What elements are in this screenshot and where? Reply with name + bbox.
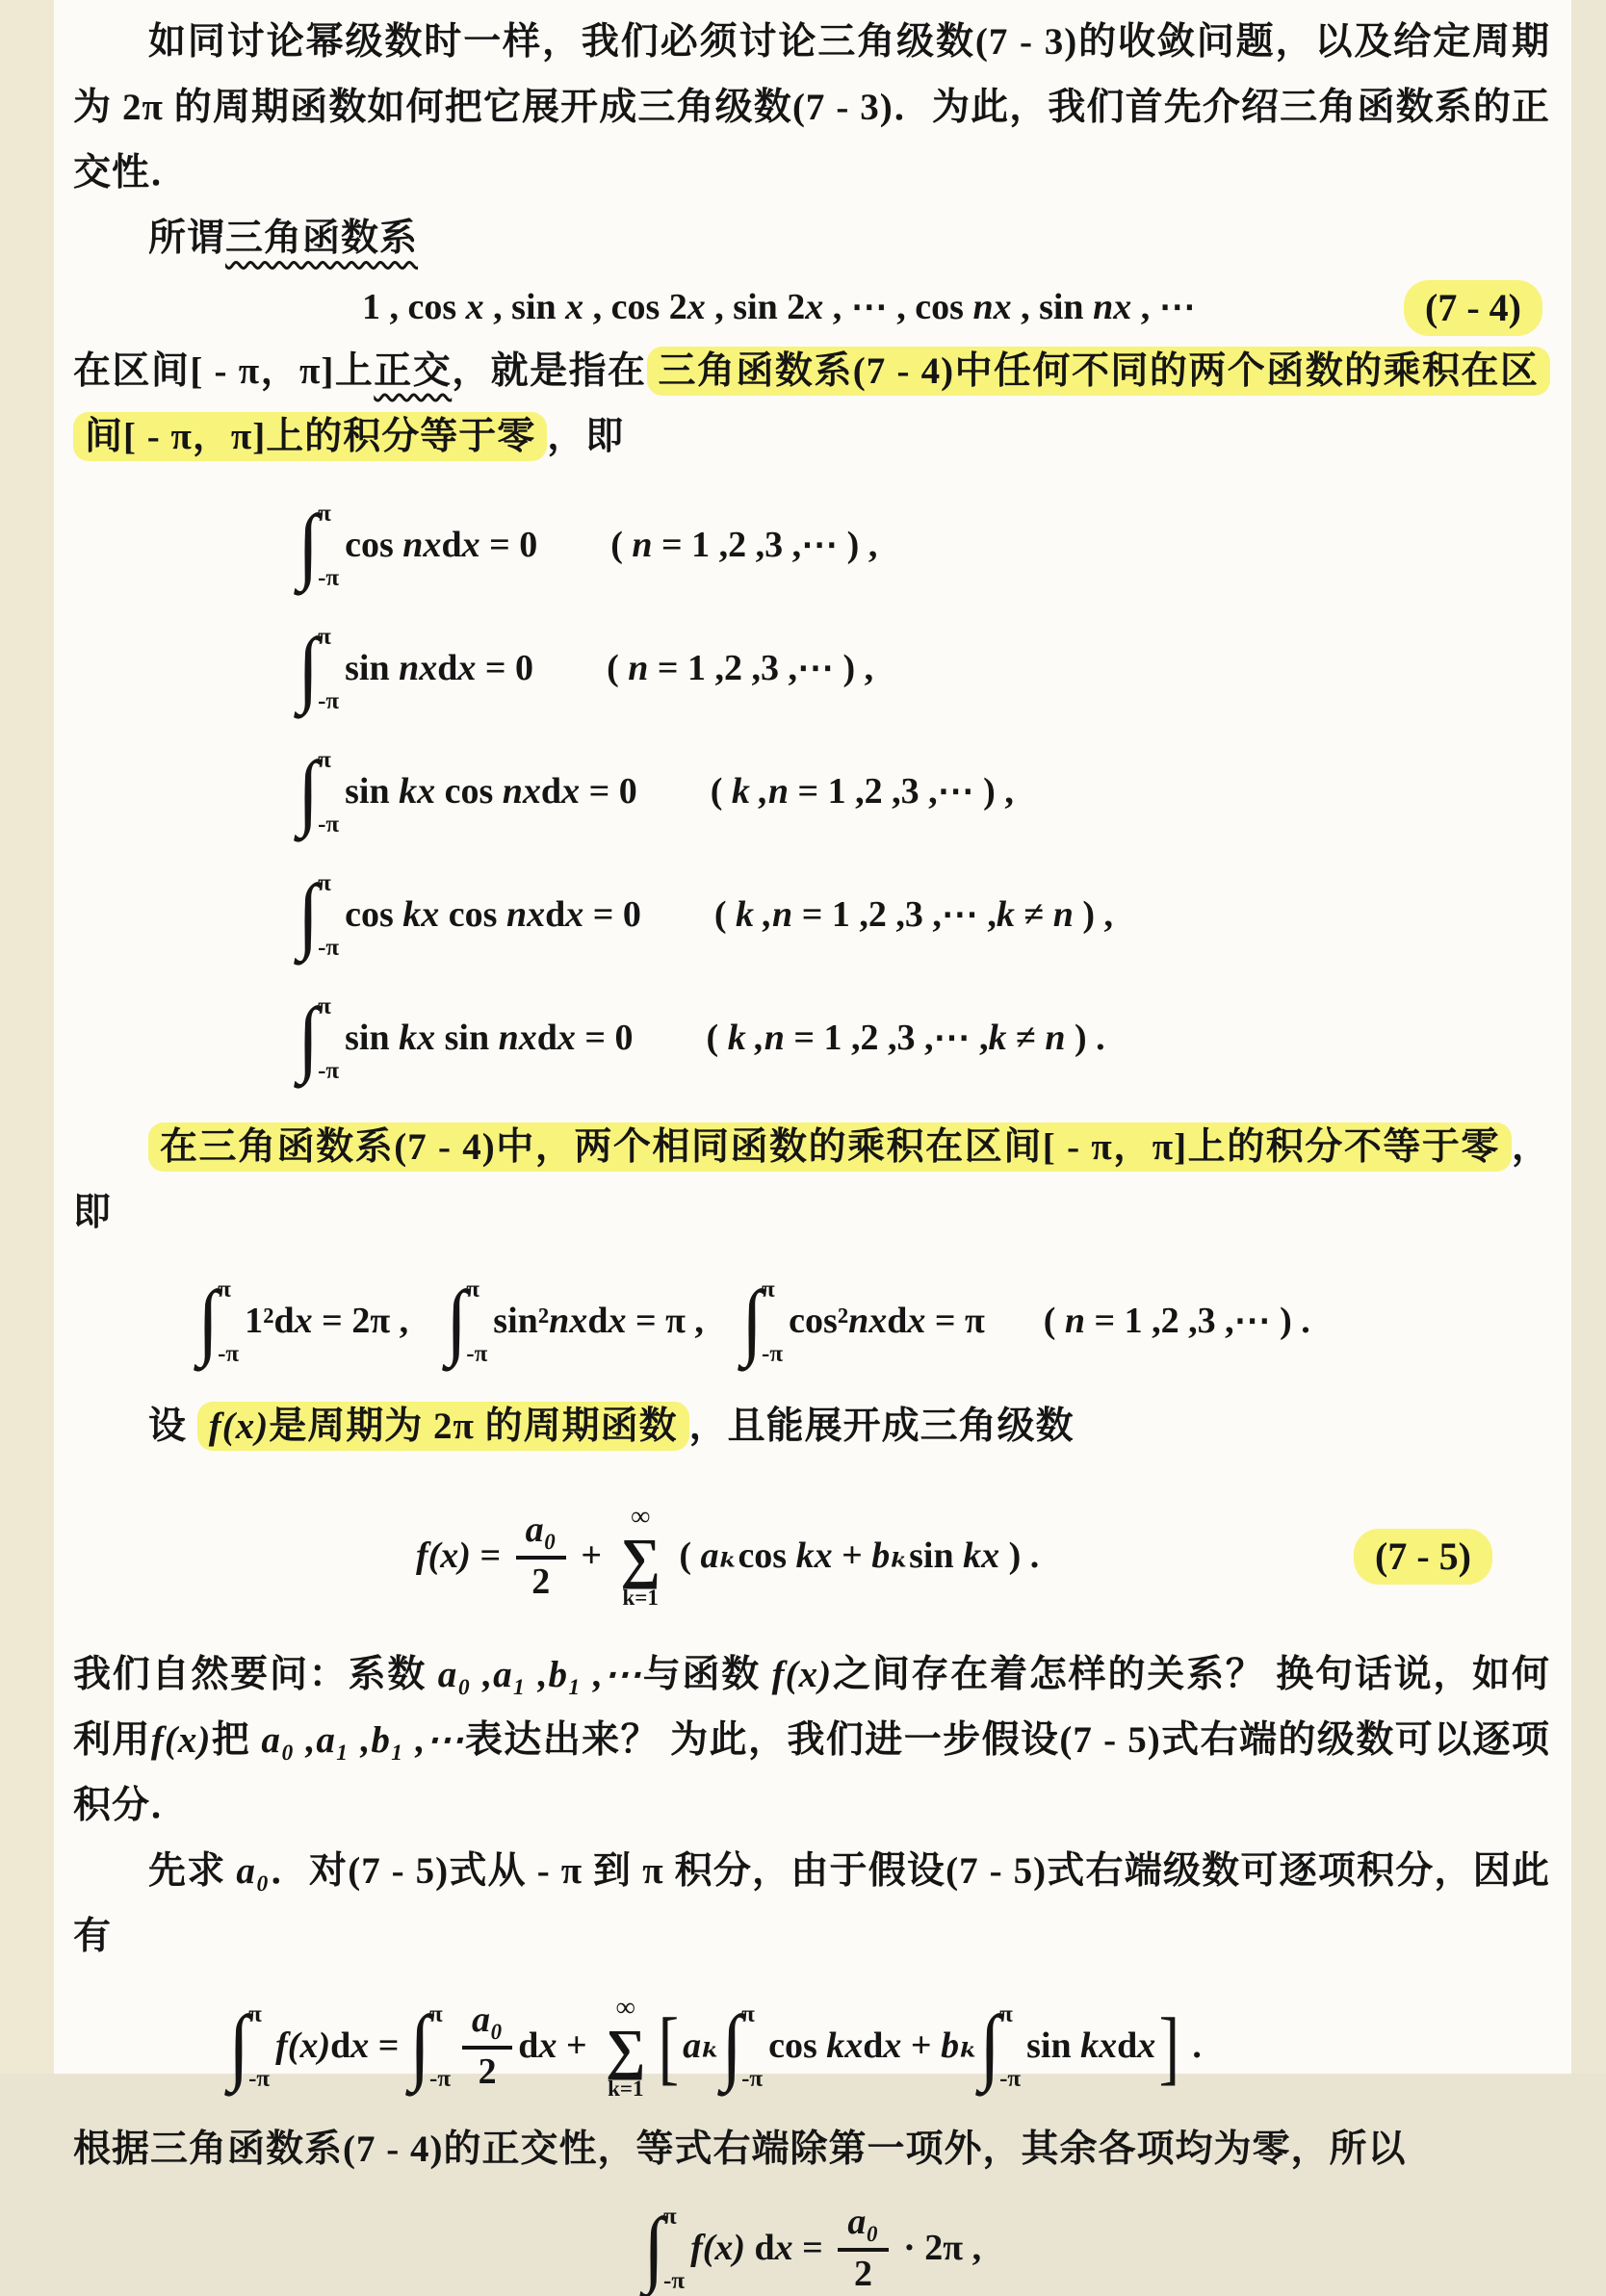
integral [196, 1275, 239, 1369]
math-variable: x [565, 893, 584, 935]
math-text: cos [345, 893, 403, 935]
integral-lower-limit: -π [318, 811, 340, 838]
math-text: + [901, 2025, 942, 2067]
integral [445, 1275, 487, 1369]
formula-int-cos-kx-cos-nx [297, 868, 1550, 963]
math-variable: x [686, 287, 706, 327]
fraction-denominator: 2 [853, 2253, 872, 2294]
wavy-underline-text: 三角函数系 [225, 218, 419, 259]
integral-upper-limit: π [999, 2001, 1013, 2028]
paragraph-trig-system-lead [73, 206, 1550, 271]
math-variable: nx [498, 1017, 537, 1058]
math-text: = 0 [479, 524, 538, 565]
math-variable: n [632, 524, 653, 565]
fraction-denominator: 2 [478, 2051, 497, 2093]
math-text: = 0 [575, 1017, 634, 1058]
math-text: = [369, 2025, 408, 2067]
integral-upper-limit: π [248, 2001, 262, 2028]
body-text: 是周期为 2π 的周期函数 [269, 1405, 678, 1447]
body-text: 与函数 [641, 1653, 772, 1695]
formula-int-sin-nx [297, 622, 1550, 716]
math-text: ( [1043, 1300, 1065, 1341]
wavy-underline-text: 正交 [374, 349, 453, 392]
math-variable: kx [1080, 2025, 1118, 2067]
page-content [54, 0, 1571, 2295]
summation-upper-limit: ∞ [631, 1502, 651, 1533]
integral-sign: ∫ [197, 1274, 219, 1368]
math-variable: kx [963, 1535, 1000, 1576]
math-text: d [545, 893, 566, 935]
math-text: sin [1026, 2025, 1081, 2067]
integral-sign: ∫ [446, 1274, 468, 1368]
math-variable: kx [826, 2025, 864, 2067]
summation-lower-limit: k=1 [608, 2076, 644, 2101]
math-text: ≠ [1006, 1017, 1046, 1058]
math-variable: x [608, 1300, 627, 1341]
integral-limits [999, 1999, 1021, 2094]
highlight-span [197, 1402, 689, 1451]
math-text: = 2π , [312, 1300, 409, 1341]
math-text: , sin [1011, 287, 1094, 327]
body-text: 根据三角函数系(7 - 4)的正交性，等式右端除第一项外，其余各项均为零，所以 [73, 2128, 1407, 2170]
math-variable: n [1064, 1300, 1085, 1341]
math-text: ( [669, 1535, 701, 1576]
math-text: d [330, 2025, 351, 2067]
math-variable: x [774, 2227, 793, 2268]
math-text: = 1 ,2 ,3 ,⋯ ) , [652, 524, 878, 565]
body-text: ，且能展开成三角级数 [688, 1405, 1075, 1447]
math-variable: kx [399, 1017, 436, 1058]
math-text: cos [738, 1535, 796, 1576]
integral-lower-limit: -π [429, 2066, 452, 2093]
math-text: sin [345, 770, 400, 812]
math-text: = 1 ,2 ,3 ,⋯ ) , [789, 770, 1014, 812]
formula-fourier-series-7-5 [416, 1484, 1550, 1629]
integral-upper-limit: π [762, 1276, 775, 1303]
integral-limits [318, 992, 339, 1086]
formula-int-sin-kx-cos-nx [297, 745, 1550, 839]
highlight-span [148, 1122, 1512, 1172]
math-text: cos² [789, 1300, 849, 1341]
integral-sign: ∫ [643, 2201, 664, 2295]
body-text: 表达出来？ 为此，我们进一步假设(7 - 5)式右端的级数可以逐项积分． [73, 1718, 1550, 1826]
body-text: 如同讨论幂级数时一样，我们必须讨论三角级数(7 - 3)的收敛问题，以及给定周期为 2π 的周期函数如何把它展开成三角级数(7 - 3)．为此，我们首先介绍三角函数系的正交性． [73, 21, 1550, 193]
page-right-edge [1571, 0, 1606, 2074]
math-text: sin² [493, 1300, 550, 1341]
math-variable: x [805, 287, 824, 327]
fraction-numerator: a₀ [516, 1511, 566, 1560]
integral-sign: ∫ [741, 1274, 763, 1368]
math-text: = 1 ,2 ,3 ,⋯ ) . [1084, 1300, 1310, 1341]
math-text: = 1 ,2 ,3 ,⋯ , [784, 1017, 989, 1058]
body-text: ．对(7 - 5)式从 - π 到 π 积分，由于假设(7 - 5)式右端级数可逐项积分，因此有 [73, 1849, 1550, 1957]
formula-int-cos-nx [297, 499, 1550, 593]
math-text: , sin 2 [705, 287, 806, 327]
paragraph-periodic-function-setup [73, 1394, 1550, 1459]
body-text: 先求 [148, 1849, 237, 1892]
math-variable: x [883, 2025, 902, 2067]
math-variable: x [561, 770, 581, 812]
integral-upper-limit: π [318, 623, 331, 650]
math-variable: nx [1093, 287, 1132, 327]
math-text: , cos 2 [583, 287, 687, 327]
integral-limits [741, 1999, 763, 2094]
formula-int-sin-kx-sin-nx [297, 992, 1550, 1086]
integral-upper-limit: π [218, 1276, 231, 1303]
body-text: 设 [148, 1405, 197, 1447]
integral-lower-limit: -π [762, 1340, 784, 1367]
math-variable: x [1137, 2025, 1156, 2067]
integral-sign: ∫ [298, 744, 319, 838]
integral [297, 868, 339, 963]
paragraph-same-function-product [73, 1115, 1550, 1246]
math-variable: nx [502, 770, 541, 812]
math-variable: k ,n [736, 893, 793, 935]
math-variable: aₖ [700, 1535, 738, 1576]
math-variable: f(x) [275, 2025, 331, 2067]
math-text: = π [925, 1300, 985, 1341]
integral-limits [218, 1275, 239, 1369]
math-variable: k [996, 893, 1015, 935]
integral-limits [762, 1275, 783, 1369]
fraction-numerator: a₀ [838, 2204, 888, 2252]
math-text: cos [345, 524, 403, 565]
math-text: = 0 [580, 770, 637, 812]
math-text: sin [345, 647, 400, 688]
fraction [462, 2001, 512, 2092]
math-text: d [587, 1300, 609, 1341]
integral-upper-limit: π [318, 746, 331, 773]
integral-lower-limit: -π [466, 1340, 488, 1367]
summation-lower-limit: k=1 [622, 1586, 659, 1611]
formula-trig-system-7-4 [362, 287, 1550, 329]
math-text: = π , [626, 1300, 704, 1341]
math-text: + [832, 1535, 872, 1576]
integral-limits [663, 2202, 685, 2296]
math-variable: n [628, 647, 649, 688]
math-text: ) . [999, 1535, 1040, 1576]
math-text: cos [768, 2025, 827, 2067]
paragraph-orthogonality-def [73, 339, 1550, 470]
integral-limits [318, 868, 339, 963]
math-variable: x [538, 2025, 557, 2067]
integral-limits [318, 622, 339, 716]
equation-label-7-5: (7 - 5) [1354, 1529, 1492, 1585]
integral-sign: ∫ [298, 621, 319, 715]
integral-sign: ∫ [721, 1999, 742, 2094]
integral-sign: ∫ [409, 1999, 430, 2094]
paragraph-coefficients-question [73, 1642, 1550, 1839]
math-text: · 2π , [894, 2227, 982, 2268]
math-variable: bₖ [941, 2025, 978, 2067]
math-text: = 1 ,2 ,3 ,⋯ ) , [648, 647, 874, 688]
math-variable: kx [795, 1535, 833, 1576]
math-variable: x [907, 1300, 926, 1341]
body-text: ，即 [73, 1125, 1550, 1233]
math-variable: kx [402, 893, 440, 935]
math-variable: k [988, 1017, 1007, 1058]
math-variable: kx [399, 770, 436, 812]
math-text: sin [435, 1017, 499, 1058]
integral-upper-limit: π [741, 2001, 755, 2028]
math-text: ( [706, 1017, 728, 1058]
math-variable: x [457, 647, 477, 688]
integral-limits [318, 745, 339, 839]
math-variable: nx [848, 1300, 888, 1341]
math-text: , ⋯ [1131, 287, 1196, 327]
inline-math: f(x) [150, 1718, 212, 1761]
math-variable: k ,n [731, 770, 790, 812]
math-text: d [441, 524, 462, 565]
paragraph-intro [73, 10, 1550, 206]
integral-lower-limit: -π [248, 2066, 271, 2093]
integral [227, 1999, 270, 2094]
integral-limits [248, 1999, 270, 2094]
math-text: 1²d [245, 1300, 295, 1341]
big-bracket: ] [1158, 2000, 1180, 2094]
body-text: 在区间[ - π，π]上 [73, 349, 375, 392]
integral-upper-limit: π [466, 1276, 479, 1303]
math-variable: x [557, 1017, 576, 1058]
inline-math: a₀ ,a₁ ,b₁ ,⋯ [261, 1718, 465, 1761]
math-text: cos [439, 893, 506, 935]
integral [297, 992, 339, 1086]
integral [720, 1999, 763, 2094]
integral-lower-limit: -π [318, 1057, 340, 1084]
math-variable: f(x) [416, 1535, 471, 1576]
integral-limits [318, 499, 339, 593]
integral-sign: ∫ [979, 1999, 1000, 2094]
math-variable: x [461, 524, 480, 565]
math-text: ) . [1065, 1017, 1105, 1058]
integral [297, 622, 339, 716]
fraction [838, 2201, 888, 2294]
integral-upper-limit: π [318, 500, 331, 527]
body-text: 把 [211, 1718, 262, 1761]
fraction-numerator: a₀ [462, 2001, 512, 2050]
math-variable: nx [505, 893, 546, 935]
paragraph-find-a0 [73, 1839, 1550, 1970]
math-text: + [571, 1535, 611, 1576]
integral-lower-limit: -π [741, 2066, 764, 2093]
inline-math: f(x) [771, 1653, 833, 1695]
math-text: ) , [1073, 893, 1113, 935]
summation-sign: ∑ [620, 1527, 661, 1590]
fraction-denominator: 2 [531, 1561, 551, 1602]
math-variable: n [1045, 1017, 1066, 1058]
math-text: d [518, 2025, 539, 2067]
equation-label-7-4: (7 - 4) [1404, 280, 1542, 336]
math-variable: nx [399, 647, 438, 688]
math-text: 1 , cos [362, 287, 466, 327]
math-text: , sin [483, 287, 566, 327]
math-variable: n [1052, 893, 1074, 935]
math-variable: f(x) [690, 2227, 746, 2268]
integral-limits [429, 1999, 451, 2094]
math-text: + [557, 2025, 597, 2067]
integral [642, 2202, 685, 2296]
math-text: cos [435, 770, 503, 812]
body-text: 之间存在着怎样的关系？ 换句话说，如何利用 [73, 1653, 1550, 1761]
integral-sign: ∫ [228, 1999, 249, 2094]
math-text: ( [607, 647, 629, 688]
math-variable: x [350, 2025, 370, 2067]
math-variable: nx [549, 1300, 588, 1341]
integral-upper-limit: π [318, 993, 331, 1019]
math-text: , ⋯ , cos [823, 287, 973, 327]
math-text: ≠ [1014, 893, 1053, 935]
math-text: d [887, 1300, 908, 1341]
math-text: d [863, 2025, 884, 2067]
body-text: 所谓 [148, 218, 226, 259]
summation [606, 1992, 646, 2101]
formula-squared-integrals [196, 1275, 1550, 1369]
math-variable: nx [972, 287, 1012, 327]
integral [408, 1999, 451, 2094]
summation [621, 1504, 661, 1609]
integral-lower-limit: -π [318, 687, 340, 714]
integral [740, 1275, 783, 1369]
inline-math: a₀ [236, 1849, 271, 1892]
math-variable: k ,n [727, 1017, 785, 1058]
math-text: . [1182, 2025, 1202, 2067]
integral-sign: ∫ [298, 498, 319, 592]
paragraph-orthogonality-conclusion [73, 2117, 1550, 2182]
integral [978, 1999, 1021, 2094]
math-text: ( [713, 893, 737, 935]
math-text: = [792, 2227, 833, 2268]
integral-upper-limit: π [429, 2001, 443, 2028]
inline-math: a₀ ,a₁ ,b₁ ,⋯ [437, 1653, 642, 1695]
integral [297, 745, 339, 839]
inline-math: f(x) [208, 1405, 270, 1447]
big-bracket: [ [659, 2000, 680, 2094]
math-text: d [1117, 2025, 1138, 2067]
math-text: ( [610, 524, 633, 565]
integral-lower-limit: -π [318, 564, 340, 591]
summation-sign: ∑ [606, 2017, 646, 2080]
fraction [516, 1511, 566, 1602]
body-text: 三角函数系(7 - 4)中任何不同的两个函数的乘积在区间[ - π，π]上的积分等于零 [85, 349, 1539, 457]
math-text: d [745, 2227, 775, 2268]
math-text: sin [345, 1017, 400, 1058]
math-text: = 0 [476, 647, 534, 688]
body-text: ，即 [547, 415, 625, 457]
math-variable: nx [402, 524, 442, 565]
body-text: ，就是指在 [452, 349, 647, 392]
formula-termwise-integration [227, 1992, 1550, 2101]
integral-sign: ∫ [298, 867, 319, 962]
math-variable: aₖ [683, 2025, 720, 2067]
integral-sign: ∫ [298, 991, 319, 1085]
summation-upper-limit: ∞ [615, 1992, 635, 2023]
body-text: 在三角函数系(7 - 4)中，两个相同函数的乘积在区间[ - π，π]上的积分不等于零 [160, 1125, 1500, 1168]
math-variable: x [465, 287, 484, 327]
formula-a0-result [73, 2202, 1550, 2296]
integral-upper-limit: π [318, 869, 331, 896]
page-left-edge [0, 0, 54, 2074]
integral-upper-limit: π [663, 2203, 677, 2230]
math-text: = 1 ,2 ,3 ,⋯ , [792, 893, 997, 935]
math-variable: x [294, 1300, 313, 1341]
integral-lower-limit: -π [999, 2066, 1022, 2093]
math-text: d [540, 770, 562, 812]
math-text: = [470, 1535, 510, 1576]
integral [297, 499, 339, 593]
math-text: d [437, 647, 458, 688]
integral-lower-limit: -π [218, 1340, 240, 1367]
math-text: = 0 [583, 893, 641, 935]
integral-lower-limit: -π [318, 934, 340, 961]
integral-lower-limit: -π [663, 2267, 686, 2294]
math-text: d [536, 1017, 557, 1058]
math-text: sin [909, 1535, 964, 1576]
math-variable: x [565, 287, 584, 327]
math-text: ( [710, 770, 732, 812]
integral-limits [466, 1275, 487, 1369]
body-text: 我们自然要问：系数 [73, 1653, 438, 1695]
math-variable: bₖ [871, 1535, 910, 1576]
